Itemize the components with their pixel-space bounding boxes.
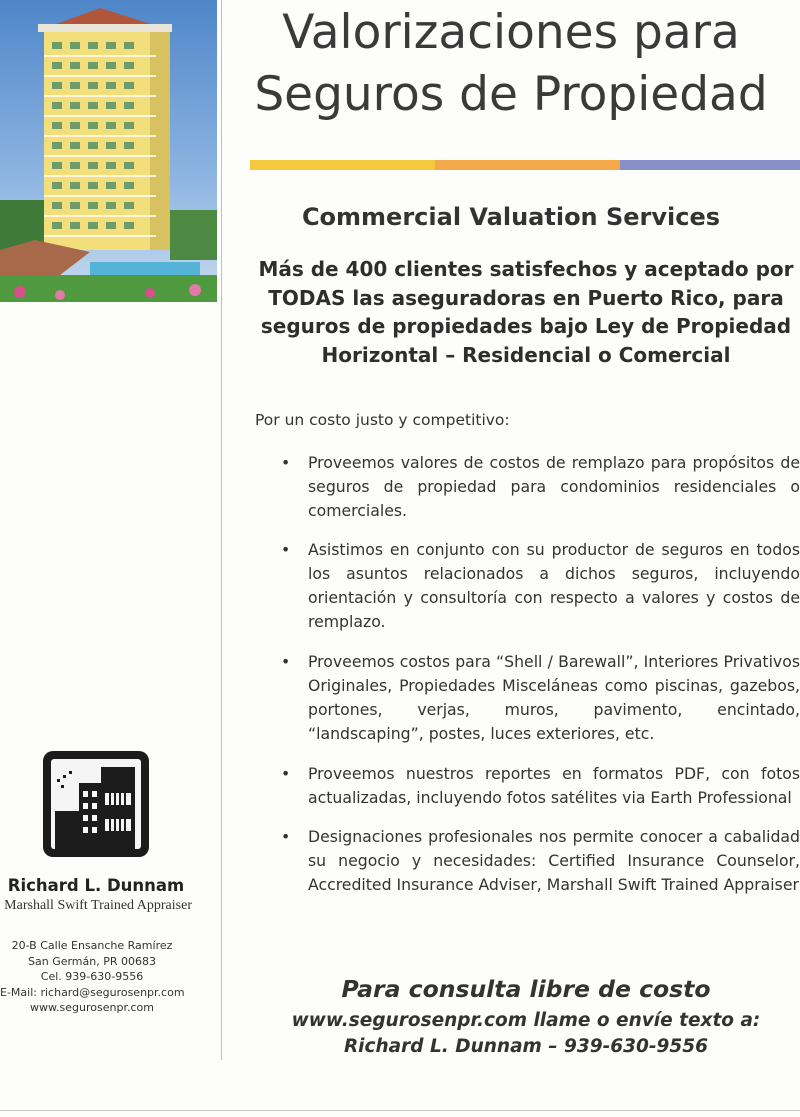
headline: Más de 400 clientes satisfechos y aceptado por TODAS las aseguradoras en Puerto Rico, para seguros de propiedades bajo Ley de Propiedad Horizontal – Residencial o Comercial xyxy=(258,257,794,367)
address-line: San Germán, PR 00683 xyxy=(28,954,156,968)
bullet-text: Proveemos nuestros reportes en formatos PDF, con fotos actualizadas, incluyendo fotos satélites via Earth Professional xyxy=(308,764,800,807)
sidebar xyxy=(0,0,222,1117)
intro-text: Por un costo justo y competitivo: xyxy=(255,411,510,429)
color-bar-segment xyxy=(250,160,435,170)
bullet-text: Designaciones profesionales nos permite conocer a cabalidad su negocio y necesidades: Certified Insurance Counselor, Accredited Insurance Adviser, Marshall Swift Trained Appraiser xyxy=(308,827,800,894)
bullet-icon: • xyxy=(281,764,291,783)
cta-website-line: www.segurosenpr.com llame o envíe texto a: xyxy=(291,1010,761,1031)
contact-address xyxy=(0,938,184,1016)
color-bar xyxy=(250,160,800,170)
title-line-2: Seguros de Propiedad xyxy=(254,67,768,122)
cta-heading: Para consulta libre de costo xyxy=(341,975,711,1003)
bullet-icon: • xyxy=(281,652,291,671)
bullet-icon: • xyxy=(281,540,291,559)
color-bar-segment xyxy=(620,160,800,170)
phone-line: Cel. 939-630-9556 xyxy=(40,970,144,983)
website-line: www.segurosenpr.com xyxy=(30,1001,154,1014)
bullet-text: Proveemos costos para “Shell / Barewall”, Interiores Privativos Originales, Propiedades Misceláneas como piscinas, gazebos, portones, verjas, muros, pavimento, encintado, “landscaping”, postes, luces exteriores, etc. xyxy=(308,652,800,743)
bullet-icon: • xyxy=(281,827,291,846)
email-line: E-Mail: richard@segurosenpr.com xyxy=(0,985,185,999)
subtitle: Commercial Valuation Services xyxy=(301,203,721,231)
agent-name: Richard L. Dunnam xyxy=(7,876,185,895)
color-bar-segment xyxy=(435,160,620,170)
bullet-text: Proveemos valores de costos de remplazo para propósitos de seguros de propiedad para condominios residenciales o comerciales. xyxy=(308,453,800,520)
page-title xyxy=(222,2,800,126)
address-line: 20-B Calle Ensanche Ramírez xyxy=(11,939,173,952)
bottom-divider xyxy=(0,1110,800,1111)
cta-contact-line: Richard L. Dunnam – 939-630-9556 xyxy=(343,1036,709,1057)
column-divider xyxy=(221,0,222,1060)
agent-credential: Marshall Swift Trained Appraiser xyxy=(4,898,192,913)
building-logo-icon xyxy=(41,749,151,859)
building-photo xyxy=(0,0,217,302)
title-line-1: Valorizaciones para xyxy=(282,5,740,60)
bullet-icon: • xyxy=(281,453,291,472)
bullet-text: Asistimos en conjunto con su productor de seguros en todos los asuntos relacionados a dichos seguros, incluyendo orientación y consultoría con respecto a valores y costos de remplazo. xyxy=(308,540,800,631)
